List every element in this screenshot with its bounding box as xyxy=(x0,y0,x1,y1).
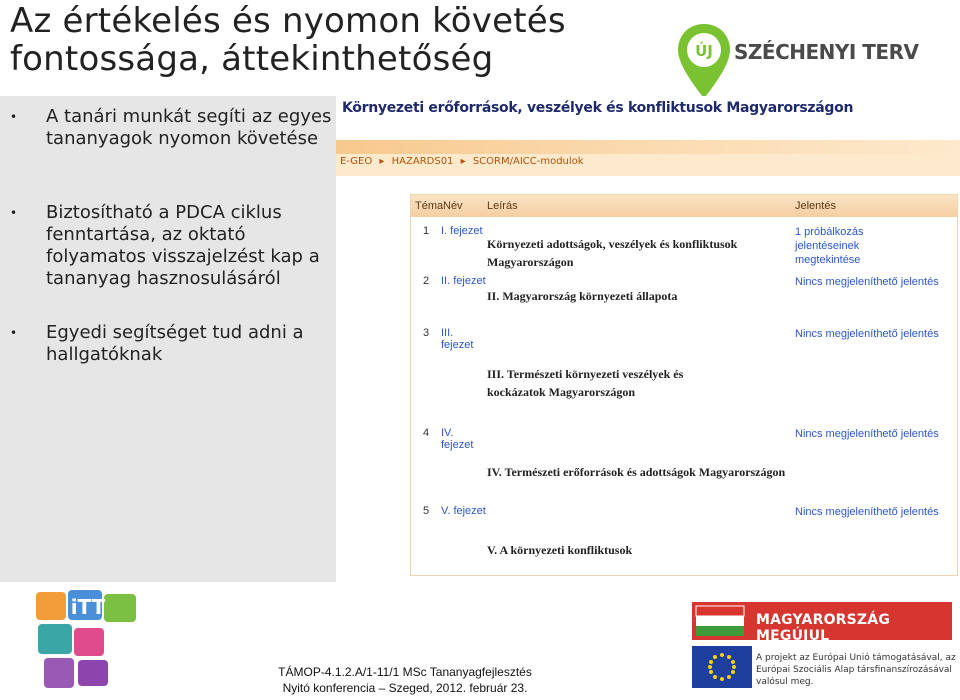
row-number: 2 xyxy=(423,275,430,287)
report-status: Nincs megjeleníthető jelentés xyxy=(795,428,939,440)
report-status: Nincs megjeleníthető jelentés xyxy=(795,276,939,288)
report-link[interactable]: 1 próbálkozás jelentéseinek megtekintése xyxy=(795,226,864,266)
scorm-module-table xyxy=(410,194,958,576)
bullet-dot-icon: • xyxy=(10,326,18,340)
project-footer xyxy=(240,664,570,696)
module-link[interactable]: V. fejezet xyxy=(441,505,486,517)
szechenyi-terv-logo xyxy=(676,22,946,102)
column-header-tema: Téma xyxy=(415,200,444,212)
module-description: V. A környezeti konfliktusok xyxy=(487,543,633,557)
magyarorszag-megujul-banner xyxy=(692,602,952,644)
svg-text:ÚJ: ÚJ xyxy=(695,42,713,60)
module-description: II. Magyarország környezeti állapota xyxy=(487,289,678,303)
footer-line1: TÁMOP-4.1.2.A/1-11/1 MSc Tananyagfejlesztés xyxy=(278,665,532,679)
breadcrumb-separator: ▸ xyxy=(460,156,466,167)
breadcrumb-item[interactable]: HAZARDS01 xyxy=(391,156,454,167)
module-description: III. Természeti környezeti veszélyek és kockázatok Magyarországon xyxy=(487,367,684,399)
svg-text:iTT: iTT xyxy=(70,595,106,619)
eu-funding-note: A projekt az Európai Unió támogatásával, az Európai Szociális Alap társfinanszírozásával valósul meg. xyxy=(756,653,956,687)
row-number: 5 xyxy=(423,505,430,517)
module-link[interactable]: III. fejezet xyxy=(441,327,474,351)
bullet-text: Biztosítható a PDCA ciklus fenntartása, az oktató folyamatos visszajelzést kap a tananyag hasznosulásáról xyxy=(46,202,320,289)
itt-puzzle-logo xyxy=(28,586,148,698)
table-header xyxy=(411,195,957,217)
module-link[interactable]: I. fejezet xyxy=(441,225,483,237)
slide-title-line2: fontossága, áttekinthetőség xyxy=(10,39,494,79)
lms-screenshot xyxy=(336,96,960,582)
module-description: Környezeti adottságok, veszélyek és konfliktusok Magyarországon xyxy=(487,237,738,269)
bullet-dot-icon: • xyxy=(10,110,18,124)
bullet-text: Egyedi segítséget tud adni a hallgatóknak xyxy=(46,322,304,365)
report-status: Nincs megjeleníthető jelentés xyxy=(795,328,939,340)
footer-line2: Nyitó konferencia – Szeged, 2012. február 23. xyxy=(282,681,528,695)
breadcrumb-separator: ▸ xyxy=(379,156,385,167)
module-link[interactable]: II. fejezet xyxy=(441,275,486,287)
course-title: Környezeti erőforrások, veszélyek és konfliktusok Magyarországon xyxy=(342,100,854,116)
eu-flag-icon xyxy=(692,646,752,688)
report-status: Nincs megjeleníthető jelentés xyxy=(795,506,939,518)
breadcrumb xyxy=(340,156,588,167)
module-description: IV. Természeti erőforrások és adottságok Magyarországon xyxy=(487,465,786,479)
module-link[interactable]: IV. fejezet xyxy=(441,427,474,451)
row-number: 1 xyxy=(423,225,430,237)
slide-title xyxy=(10,2,650,78)
bullet-text: A tanári munkát segíti az egyes tananyagok nyomon követése xyxy=(46,106,332,149)
bullet-dot-icon: • xyxy=(10,206,18,220)
breadcrumb-item[interactable]: E-GEO xyxy=(340,156,373,167)
slide-title-line1: Az értékelés és nyomon követés xyxy=(10,1,566,41)
banner-label: MAGYARORSZÁG MEGÚJUL xyxy=(756,612,891,644)
column-header-nev: Név xyxy=(443,200,463,212)
logo-text: SZÉCHENYI TERV xyxy=(734,40,919,64)
column-header-leiras: Leírás xyxy=(487,200,518,212)
row-number: 3 xyxy=(423,327,430,339)
breadcrumb-item: SCORM/AICC-modulok xyxy=(472,156,584,167)
row-number: 4 xyxy=(423,427,430,439)
location-pin-icon xyxy=(676,22,732,100)
column-header-jelentes: Jelentés xyxy=(795,200,836,212)
